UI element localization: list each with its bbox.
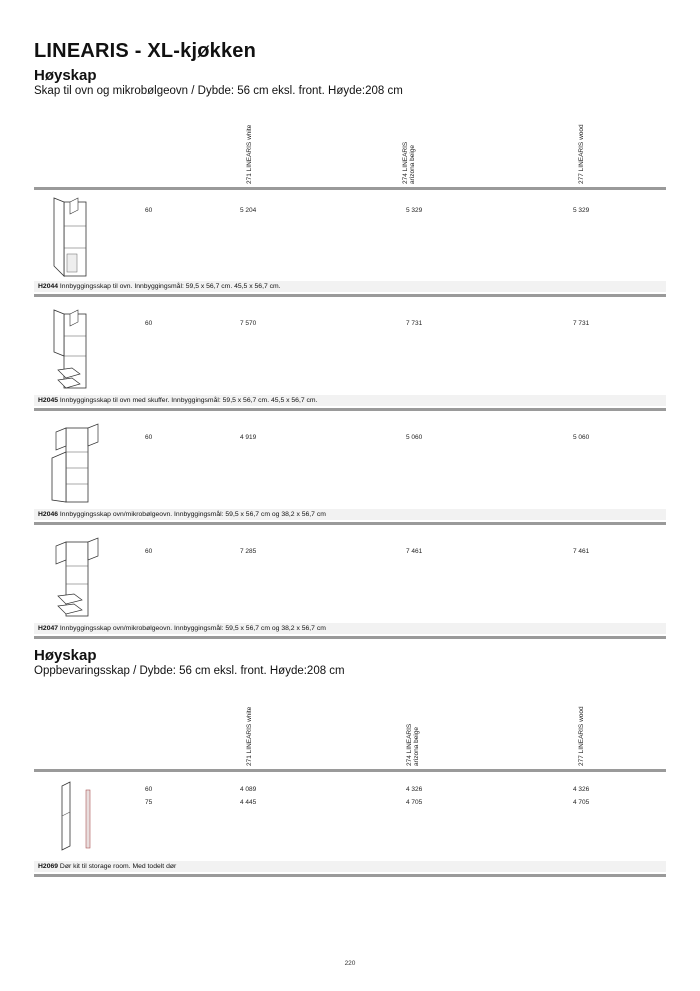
price-cell: 4 705 [406, 799, 423, 806]
column-header: 277 LINEARIS wood [578, 706, 585, 766]
divider [34, 408, 666, 411]
section-subheading: Skap til ovn og mikrobølgeovn / Dybde: 56 cm eksl. front. Høyde:208 cm [34, 85, 403, 97]
price-cell: 5 060 [406, 434, 423, 441]
price-cell: 7 461 [573, 548, 590, 555]
divider [34, 769, 666, 772]
product-description: H2045 Innbyggingsskap til ovn med skuffer. Innbyggingsmål: 59,5 x 56,7 cm. 45,5 x 56,7 cm. [38, 397, 318, 404]
section-heading: Høyskap [34, 67, 97, 84]
width-value: 75 [145, 799, 153, 806]
column-header: 274 LINEARIS arizona beige [402, 141, 416, 184]
width-value: 60 [145, 320, 153, 327]
section-heading: Høyskap [34, 647, 97, 664]
width-value: 60 [145, 207, 153, 214]
price-cell: 4 326 [406, 786, 423, 793]
price-cell: 4 445 [240, 799, 257, 806]
cabinet-illustration [48, 422, 100, 506]
price-cell: 7 461 [406, 548, 423, 555]
price-cell: 7 731 [573, 320, 590, 327]
width-value: 60 [145, 548, 153, 555]
product-description: H2046 Innbyggingsskap ovn/mikrobølgeovn. Innbyggingsmål: 59,5 x 56,7 cm og 38,2 x 56,7 cm [38, 511, 326, 518]
product-description: H2044 Innbyggingsskap til ovn. Innbyggingsmål: 59,5 x 56,7 cm. 45,5 x 56,7 cm. [38, 283, 281, 290]
cabinet-illustration [48, 536, 100, 620]
section-subheading: Oppbevaringsskap / Dybde: 56 cm eksl. front. Høyde:208 cm [34, 665, 345, 677]
divider [34, 522, 666, 525]
price-cell: 5 060 [573, 434, 590, 441]
width-value: 60 [145, 786, 153, 793]
cabinet-illustration [50, 196, 90, 278]
column-header: 274 LINEARIS arizona beige [406, 723, 420, 766]
page-number: 220 [344, 960, 356, 967]
door-kit-illustration [56, 780, 100, 852]
cabinet-illustration [50, 308, 90, 390]
product-description: H2047 Innbyggingsskap ovn/mikrobølgeovn. Innbyggingsmål: 59,5 x 56,7 cm og 38,2 x 56,7 cm [38, 625, 326, 632]
product-description: H2069 Dør kit til storage room. Med todelt dør [38, 863, 177, 870]
column-header: 271 LINEARIS white [246, 706, 253, 766]
width-value: 60 [145, 434, 153, 441]
divider [34, 636, 666, 639]
price-cell: 4 705 [573, 799, 590, 806]
price-cell: 5 204 [240, 207, 257, 214]
column-header: 277 LINEARIS wood [578, 124, 585, 184]
price-cell: 5 329 [406, 207, 423, 214]
price-cell: 4 919 [240, 434, 257, 441]
price-cell: 7 731 [406, 320, 423, 327]
column-header: 271 LINEARIS white [246, 124, 253, 184]
page-title: LINEARIS - XL-kjøkken [34, 40, 257, 62]
price-cell: 7 570 [240, 320, 257, 327]
price-cell: 5 329 [573, 207, 590, 214]
divider [34, 874, 666, 877]
divider [34, 294, 666, 297]
price-cell: 7 285 [240, 548, 257, 555]
price-cell: 4 326 [573, 786, 590, 793]
price-cell: 4 089 [240, 786, 257, 793]
divider [34, 187, 666, 190]
